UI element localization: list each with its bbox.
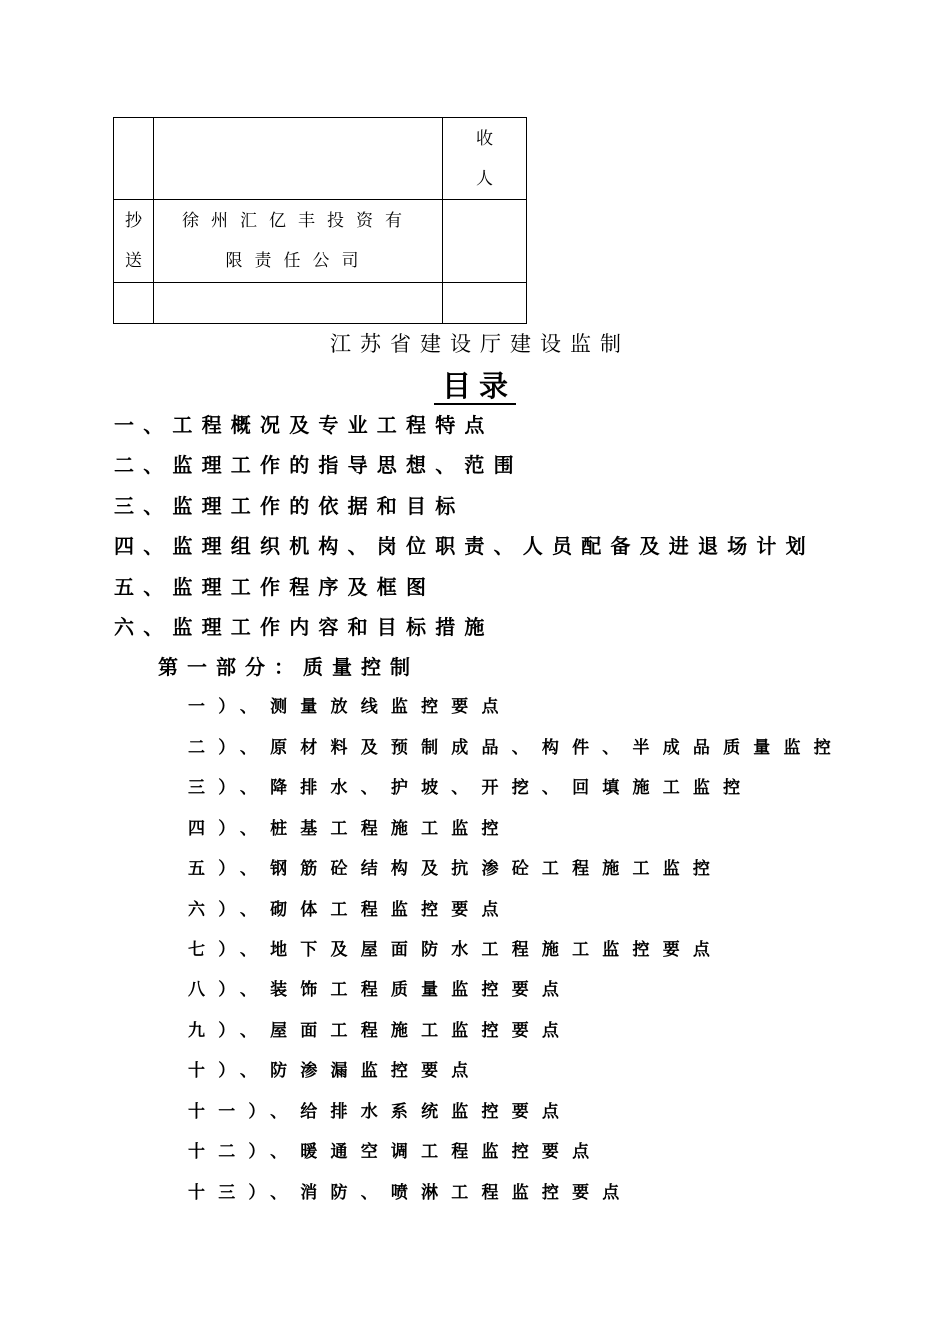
routing-cell-cc — [114, 200, 154, 283]
toc-entry: 七）、地下及屋面防水工程施工监控要点 — [188, 940, 724, 960]
toc-entry: 九）、屋面工程施工监控要点 — [188, 1021, 573, 1041]
routing-cell — [114, 118, 154, 200]
routing-cell-organization — [154, 200, 443, 283]
toc-title — [0, 368, 950, 404]
toc-entry: 四、监理组织机构、岗位职责、人员配备及进退场计划 — [114, 534, 815, 558]
routing-cell-recipient — [443, 118, 527, 200]
toc-entry: 三）、降排水、护坡、开挖、回填施工监控 — [188, 778, 754, 798]
routing-table — [113, 117, 527, 324]
toc-entry: 第一部分：质量控制 — [158, 655, 419, 679]
routing-cell — [443, 200, 527, 283]
routing-row — [114, 200, 527, 283]
toc-entry: 十三）、消防、喷淋工程监控要点 — [188, 1183, 633, 1203]
toc-entry: 八）、装饰工程质量监控要点 — [188, 980, 573, 1000]
routing-cell — [154, 283, 443, 324]
routing-cell — [154, 118, 443, 200]
toc-entry: 四）、桩基工程施工监控 — [188, 819, 512, 839]
toc-entry: 五）、钢筋砼结构及抗渗砼工程施工监控 — [188, 859, 724, 879]
routing-cell — [443, 283, 527, 324]
toc-entry: 十一）、给排水系统监控要点 — [188, 1102, 573, 1122]
organization-name: 徐州汇亿丰投资有限责任公司 — [182, 211, 414, 271]
toc-entry: 五、监理工作程序及框图 — [114, 575, 436, 599]
issuer-line: 江苏省建设厅建设监制 — [330, 332, 630, 356]
toc-entry: 二）、原材料及预制成品、构件、半成品质量监控 — [188, 738, 844, 758]
cc-label: 抄 送 — [125, 211, 142, 271]
toc-entry: 十二）、暖通空调工程监控要点 — [188, 1142, 603, 1162]
recipient-label: 收 人 — [476, 128, 493, 189]
toc-entry: 十）、防渗漏监控要点 — [188, 1061, 482, 1081]
toc-entry: 六、监理工作内容和目标措施 — [114, 615, 494, 639]
toc-entry: 二、监理工作的指导思想、范围 — [114, 453, 523, 477]
routing-row — [114, 283, 527, 324]
toc-title-text: 目录 — [434, 369, 516, 405]
toc-entry: 一）、测量放线监控要点 — [188, 697, 512, 717]
routing-row — [114, 118, 527, 200]
toc-entry: 六）、砌体工程监控要点 — [188, 900, 512, 920]
routing-cell — [114, 283, 154, 324]
toc-entry: 三、监理工作的依据和目标 — [114, 494, 465, 518]
toc-entry: 一、工程概况及专业工程特点 — [114, 413, 494, 437]
